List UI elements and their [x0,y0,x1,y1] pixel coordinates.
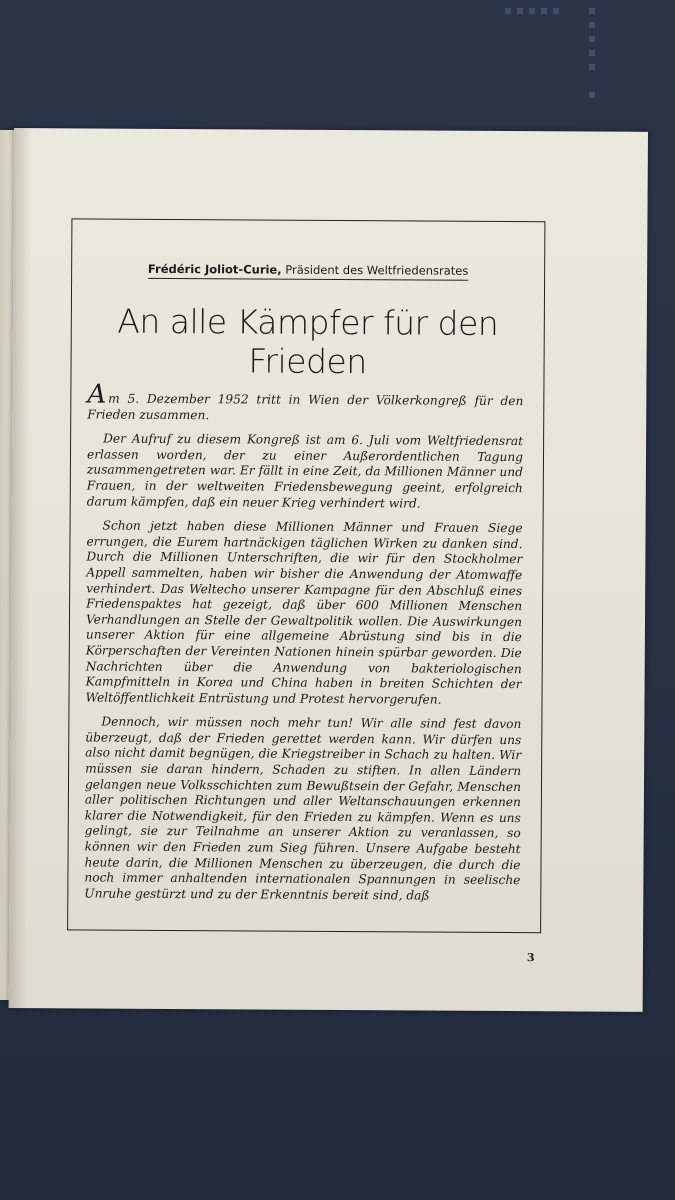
text-frame [67,218,545,933]
author-name: Frédéric Joliot-Curie, [147,261,282,277]
paragraph-4: Dennoch, wir müssen noch mehr tun! Wir alle sind fest davon überzeugt, daß der Frieden gerettet werden kann. Wir dürfen uns also nicht damit begnügen, die Kriegstreiber in Schach zu halten. Wir müssen sie daran hindern, Schaden zu stiften. In allen Ländern gelangen neue Volksschichten zum Bewußtsein der Gefahr, Menschen aller politischen Richtungen und aller Weltanschauungen erkennen klarer die Notwendigkeit, für den Frieden zu kämpfen. Wenn es uns gelingt, sie zur Teilnahme an unserer Aktion zu veranlassen, so können wir den Frieden zum Sieg führen. Unsere Aufgabe besteht heute darin, die Millionen Menschen zu überzeugen, die durch die noch immer anhaltenden internationalen Spannungen in seelische Unruhe gestürzt und zu der Erkenntnis bereit sind, daß [84,714,522,903]
paragraph-1: Am 5. Dezember 1952 tritt in Wien der Völkerkongreß für den Frieden zusammen. [87,379,524,422]
author-role: Präsident des Weltfriedensrates [285,262,469,278]
article-title: An alle Kämpfer für den Frieden [117,301,499,382]
background-pattern [505,8,615,108]
drop-cap: A [87,379,107,410]
paragraph-3: Schon jetzt haben diese Millionen Männer und Frauen Siege errungen, die Eurem hartnäckigen täglichen Wirken zu danken sind. Durch die Millionen Unterschriften, die wir für den Stockholmer Appell sammelten, haben wir bisher die Anwendung der Atomwaffe verhindert. Das Weltecho unserer Kampagne für den Abschluß eines Friedenspaktes hat gezeigt, daß über 600 Millionen Menschen Verhandlungen an Stelle der Gewaltpolitik wollen. Die Auswirkungen unserer Aktion für eine allgemeine Abrüstung sind bis in die Körperschaften der Vereinten Nationen hinein spürbar geworden. Die Nachrichten über die Anwendung von bakteriologischen Kampfmitteln in Korea und China haben in breiten Schichten der Weltöffentlichkeit Entrüstung und Protest hervorgerufen. [85,518,523,707]
author-line [72,261,544,281]
article-body [84,379,524,913]
booklet-page [9,128,648,1012]
paragraph-2: Der Aufruf zu diesem Kongreß ist am 6. Juli vom Weltfriedensrat erlassen worden, der zu einer Außerordentlichen Tagung zusammengetreten war. Er fällt in eine Zeit, da Millionen Männer und Frauen, in der weltweiten Friedensbewegung geeint, erfolgreich darum kämpfen, daß ein neuer Krieg verhindert wird. [86,431,524,511]
page-number: 3 [526,951,535,965]
